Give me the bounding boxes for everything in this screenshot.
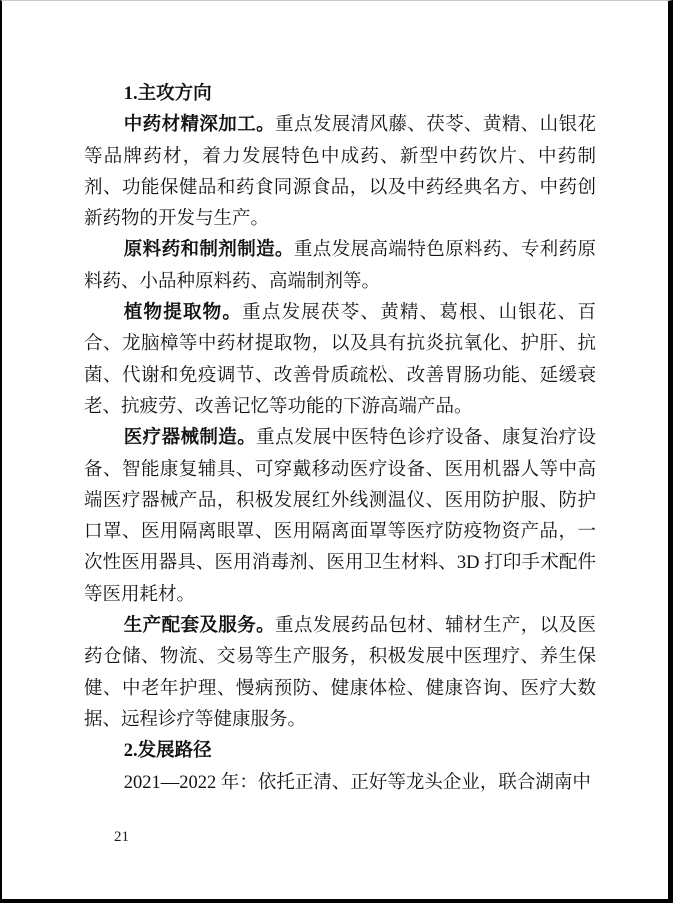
paragraph-text: 重点发展清风藤、茯苓、黄精、山银花等品牌药材，着力发展特色中成药、新型中药饮片、中药制剂、功能保健品和药食同源食品，以及中药经典名方、中药创新药物的开发与生产。 — [84, 115, 596, 230]
paragraph-text: 重点发展茯苓、黄精、葛根、山银花、百合、龙脑樟等中药材提取物，以及具有抗炎抗氧化、护肝、抗菌、代谢和免疫调节、改善骨质疏松、改善胃肠功能、延缓衰老、抗疲劳、改善记忆等功能的下游高端产品。 — [84, 303, 596, 417]
section-heading-1: 1.主攻方向 — [123, 84, 212, 104]
paragraph-text: 重点发展高端特色原料药、专利药原料药、小品种原料药、高端制剂等。 — [84, 240, 596, 292]
paragraph-lead: 中药材精深加工。 — [123, 115, 276, 136]
paragraph-lead: 医疗器械制造。 — [123, 428, 257, 449]
paragraph-lead: 原料药和制剂制造。 — [123, 240, 294, 261]
paragraph-medical-devices — [84, 423, 596, 611]
document-body — [84, 79, 596, 799]
paragraph-development-path — [84, 768, 596, 799]
paragraph-text: 重点发展药品包材、辅材生产，以及医药仓储、物流、交易等生产服务，积极发展中医理疗、养生保健、中老年护理、慢病预防、健康体检、健康咨询、医疗大数据、远程诊疗等健康服务。 — [84, 616, 596, 730]
paragraph-plant-extracts — [84, 298, 596, 423]
page-number: 21 — [114, 829, 129, 845]
paragraph-api-preparation — [84, 235, 596, 298]
paragraph-lead: 生产配套及服务。 — [123, 616, 276, 637]
paragraph-tcm-processing — [84, 110, 596, 235]
paragraph-text: 2021—2022 年：依托正清、正好等龙头企业，联合湖南中 — [123, 772, 591, 793]
paragraph-text: 重点发展中医特色诊疗设备、康复治疗设备、智能康复辅具、可穿戴移动医疗设备、医用机器人等中高端医疗器械产品，积极发展红外线测温仪、医用防护服、防护口罩、医用隔离眼罩、医用隔离面罩等医疗防疫物资产品，一次性医用器具、医用消毒剂、医用卫生材料、3D 打印手术配件等医用耗材。 — [84, 428, 596, 605]
paragraph-support-services — [84, 611, 596, 736]
paragraph-lead: 植物提取物。 — [123, 303, 243, 324]
section-heading-2: 2.发展路径 — [123, 741, 212, 762]
